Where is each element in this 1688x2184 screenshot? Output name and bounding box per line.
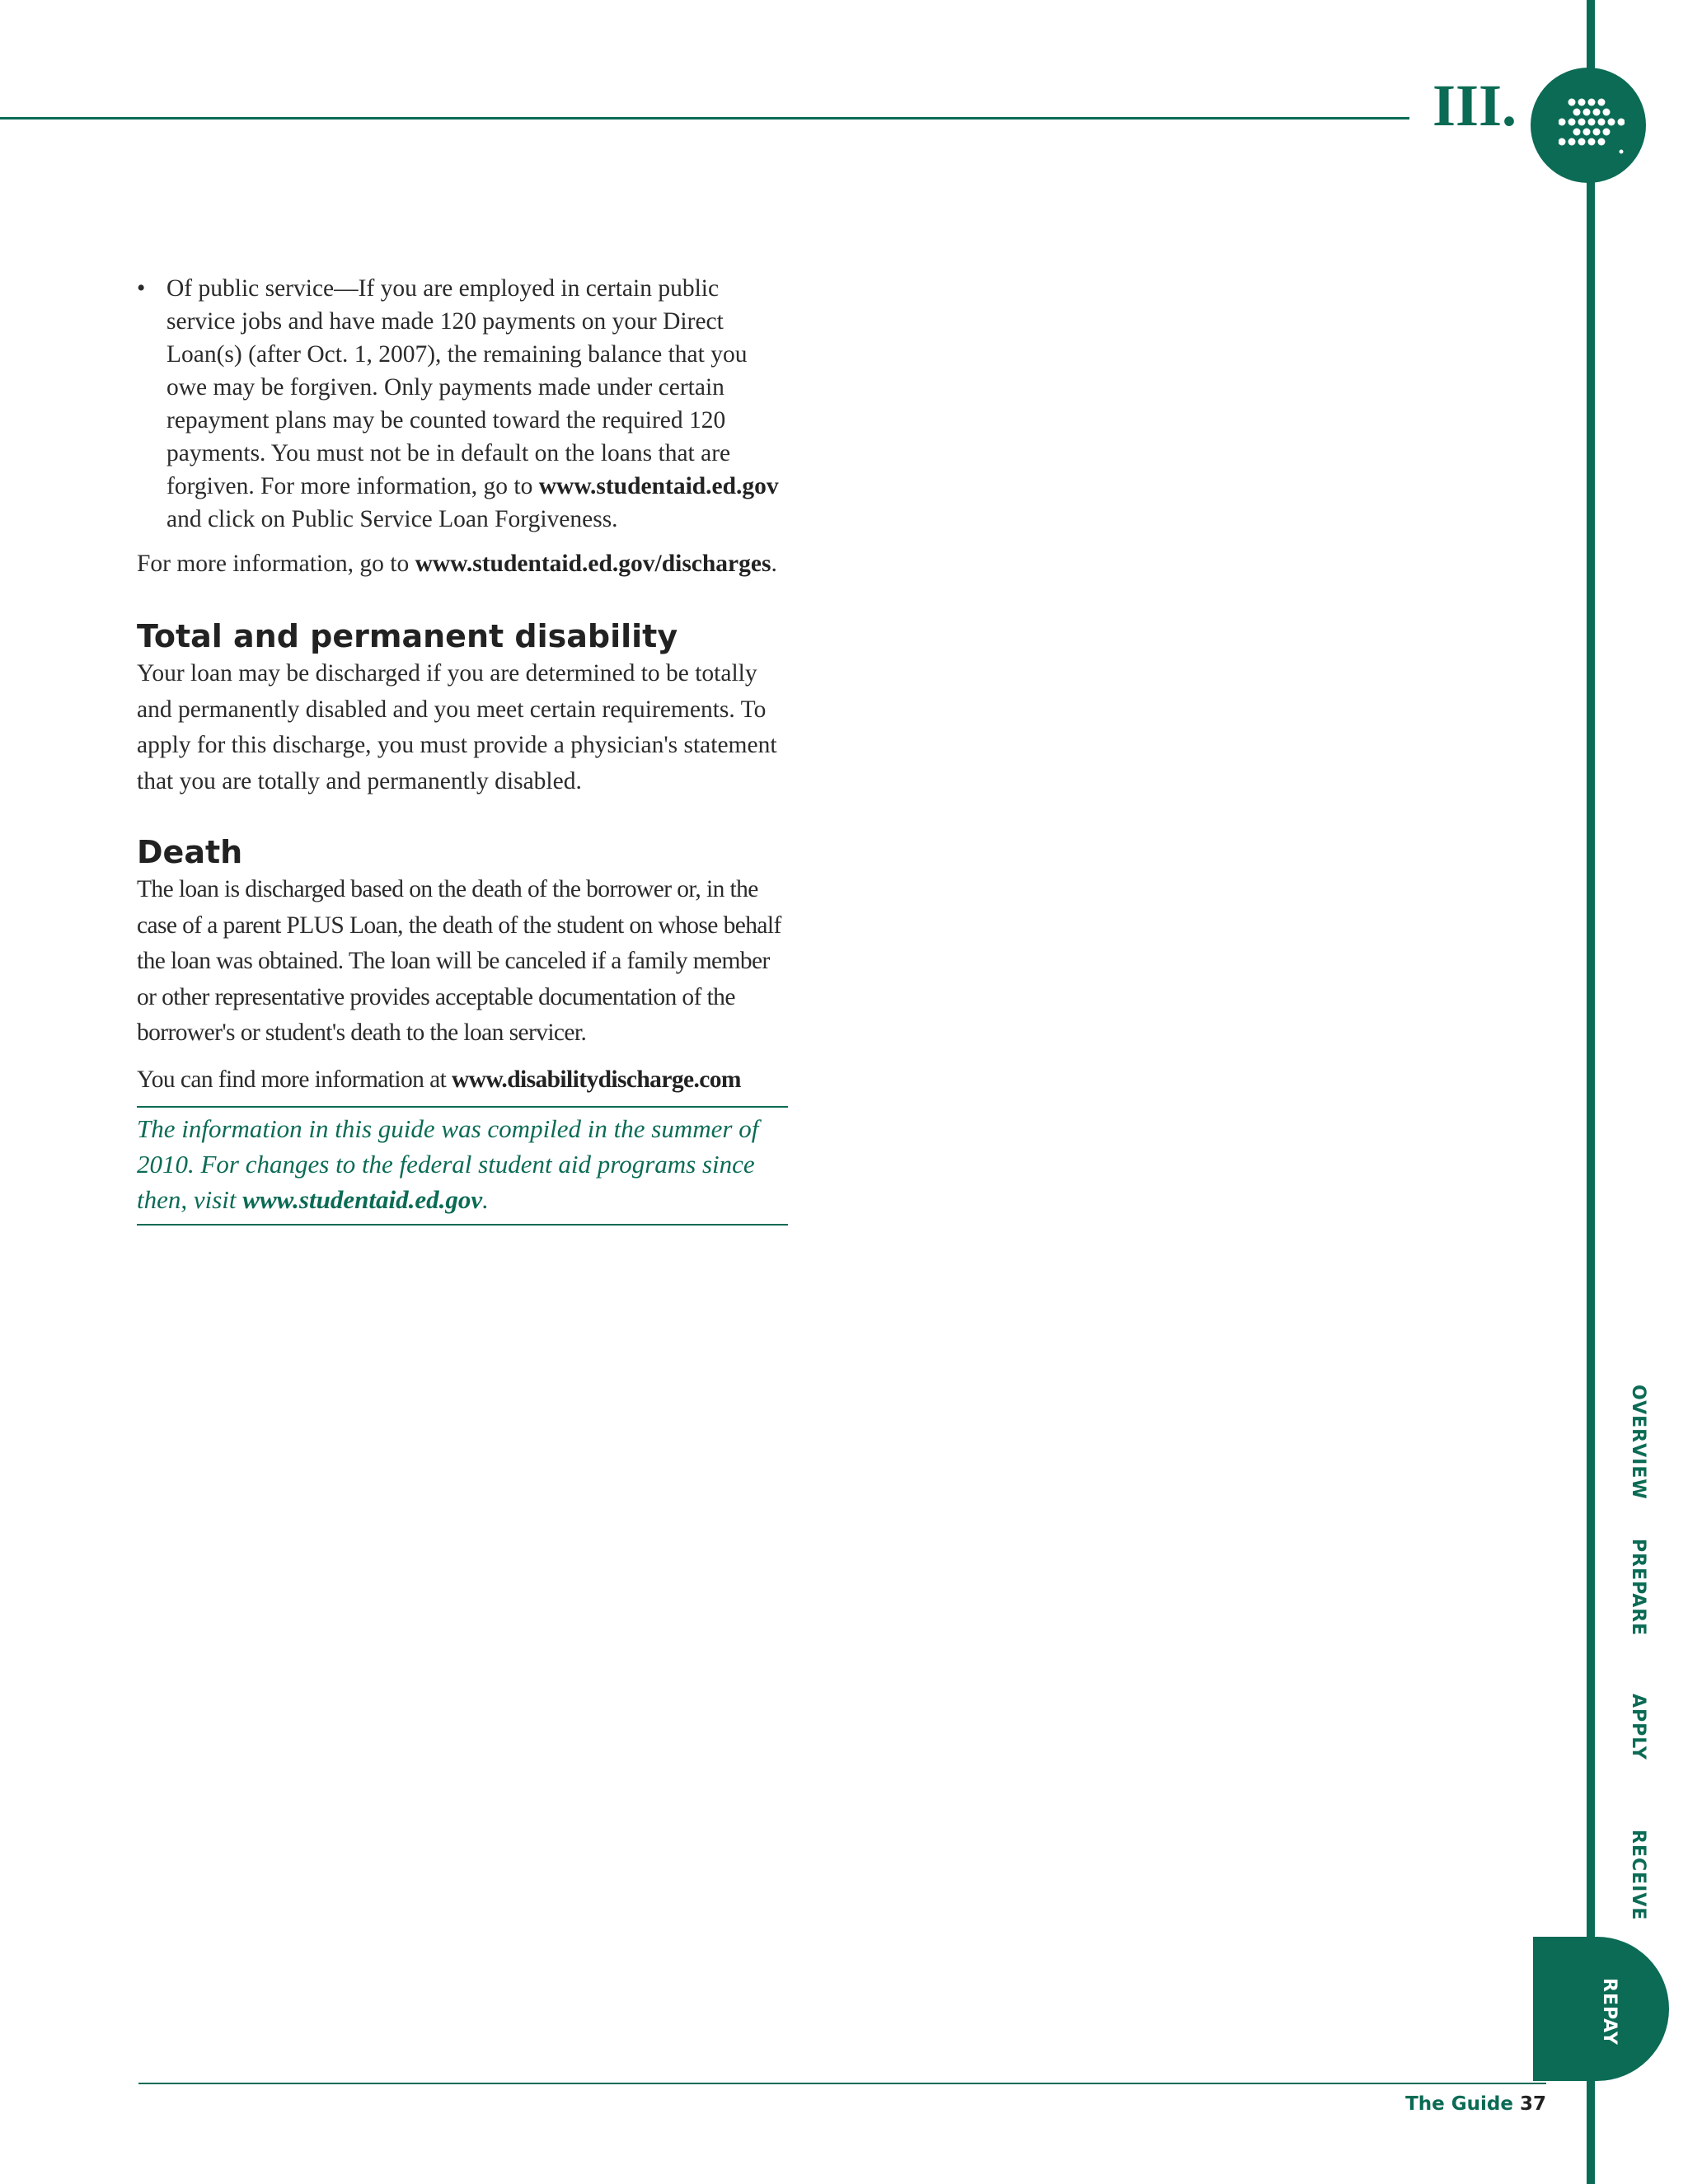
more-info-suffix: .: [771, 551, 777, 577]
dot-grid-icon: [1559, 97, 1625, 155]
list-item: [137, 272, 788, 536]
note-text: The information in this guide was compiled in the summer of 2010. For changes to the federal student aid programs since then, visit: [137, 1113, 759, 1214]
death-paragraph: The loan is discharged based on the death of the borrower or, in the case of a parent PLUS Loan, the death of the student on whose behalf the loan was obtained. The loan will be canceled if a family member or other representative provides acceptable documentation of the borrower's or student's death to the loan servicer.: [137, 876, 781, 1046]
main-content: [137, 272, 788, 1226]
tab-repay-label: REPAY: [1599, 1978, 1620, 2046]
find-more-paragraph: [137, 1063, 788, 1096]
tab-apply[interactable]: APPLY: [1628, 1694, 1648, 1760]
disability-heading: Total and permanent disability: [137, 618, 678, 654]
header-rule: [0, 117, 1409, 120]
disability-paragraph: Your loan may be discharged if you are determined to be totally and permanently disabled and you meet certain requirements. To apply for this discharge, you must provide a physician's statement that you are totally and permanently disabled.: [137, 660, 777, 794]
death-heading: Death: [137, 834, 243, 870]
guide-label: The Guide: [1405, 2093, 1513, 2115]
bullet-text: Of public service—If you are employed in certain public service jobs and have made 120 payments on your Direct Loan(s) (after Oct. 1, 2007), the remaining balance that you owe may be forgiven. Only payments made under certain repayment plans may be counted toward the required 120 payments. You must not be in default on the loans that are forgiven. For more information, go to: [166, 275, 748, 499]
find-more-text: You can find more information at: [137, 1066, 452, 1093]
tab-overview[interactable]: OVERVIEW: [1628, 1385, 1648, 1500]
disability-discharge-link[interactable]: www.disabilitydischarge.com: [451, 1066, 741, 1093]
side-rail: [1587, 0, 1595, 2184]
more-info-paragraph: [137, 547, 788, 580]
bullet-text-end: and click on Public Service Loan Forgiveness.: [166, 506, 618, 532]
note-suffix: .: [482, 1184, 489, 1214]
note-link[interactable]: www.studentaid.ed.gov: [242, 1184, 483, 1214]
studentaid-link[interactable]: www.studentaid.ed.gov: [538, 473, 779, 499]
section-numeral: III.: [1432, 73, 1517, 138]
footer-rule: [138, 2083, 1546, 2084]
section-badge: [1531, 68, 1646, 183]
discharges-link[interactable]: www.studentaid.ed.gov/discharges: [415, 551, 771, 577]
tab-receive[interactable]: RECEIVE: [1628, 1830, 1648, 1921]
page-footer: [1401, 2093, 1546, 2115]
tab-prepare[interactable]: PREPARE: [1628, 1539, 1648, 1637]
page-number: 37: [1519, 2093, 1546, 2115]
update-note: [137, 1106, 788, 1226]
bullet-icon: •: [137, 275, 146, 302]
more-info-text: For more information, go to: [137, 551, 415, 577]
